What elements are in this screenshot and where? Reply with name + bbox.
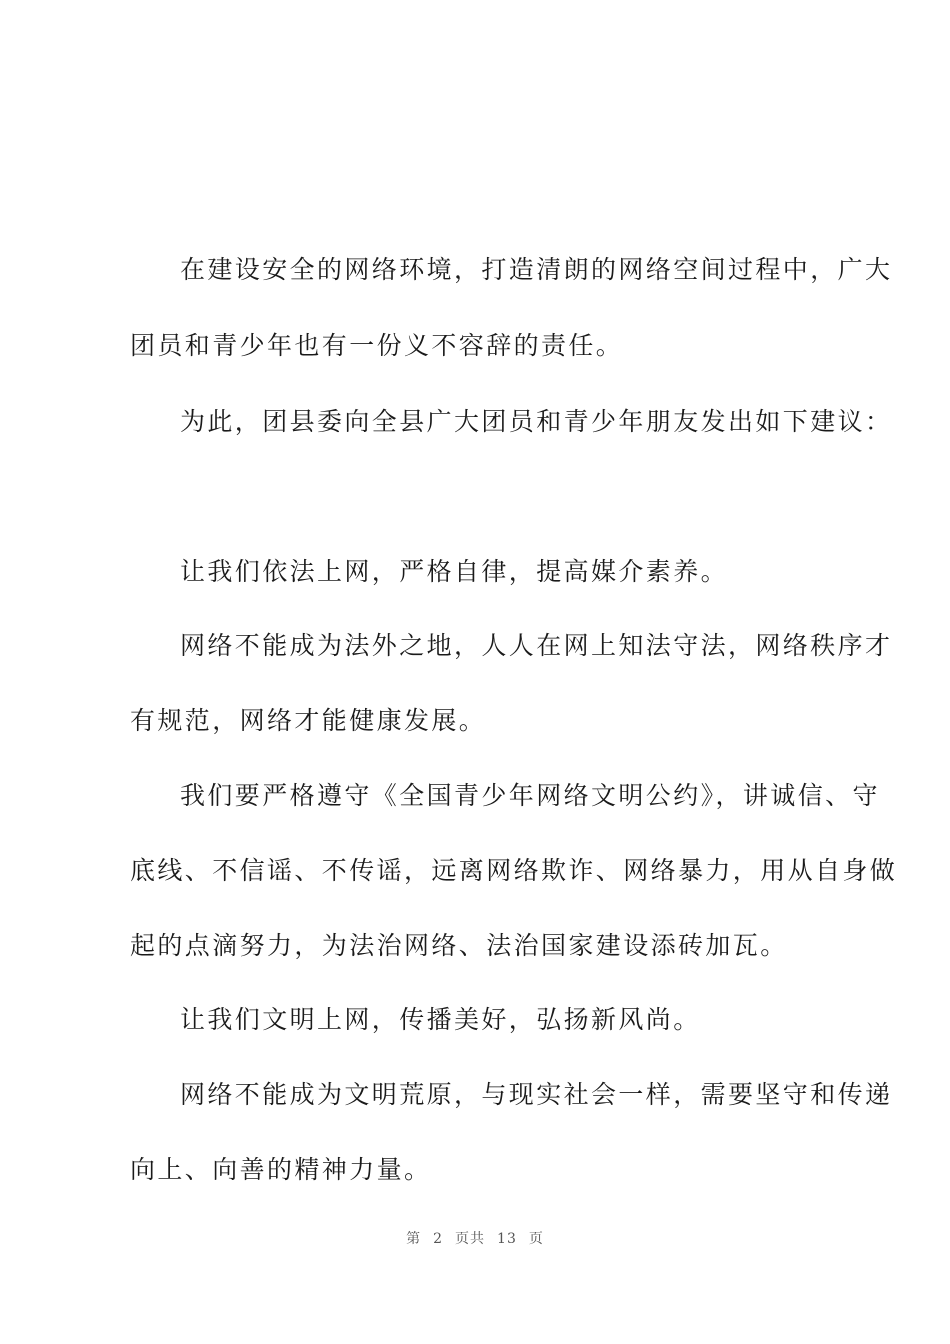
paragraph-1-line-1: 在建设安全的网络环境，打造清朗的网络空间过程中，广大 xyxy=(180,255,893,284)
paragraph-7-line-1: 网络不能成为文明荒原，与现实社会一样，需要坚守和传递 xyxy=(180,1080,893,1109)
footer-total-pages: 13 xyxy=(497,1231,517,1247)
paragraph-2-line-1: 为此，团县委向全县广大团员和青少年朋友发出如下建议： xyxy=(180,407,893,436)
paragraph-5-line-1: 我们要严格遵守《全国青少年网络文明公约》，讲诚信、守 xyxy=(180,781,880,810)
paragraph-4-line-2: 有规范，网络才能健康发展。 xyxy=(130,706,487,735)
paragraph-5-line-3: 起的点滴努力，为法治网络、法治国家建设添砖加瓦。 xyxy=(130,931,788,960)
footer-middle: 页共 xyxy=(455,1231,486,1247)
footer-suffix: 页 xyxy=(528,1231,544,1247)
paragraph-6-line-1: 让我们文明上网，传播美好，弘扬新风尚。 xyxy=(180,1005,701,1034)
footer-page-number: 2 xyxy=(433,1231,444,1247)
paragraph-5-line-2: 底线、不信谣、不传谣，远离网络欺诈、网络暴力，用从自身做 xyxy=(130,856,898,885)
paragraph-1-line-2: 团员和青少年也有一份义不容辞的责任。 xyxy=(130,331,624,360)
footer-prefix: 第 xyxy=(406,1231,422,1247)
paragraph-3-line-1: 让我们依法上网，严格自律，提高媒介素养。 xyxy=(180,557,729,586)
paragraph-4-line-1: 网络不能成为法外之地，人人在网上知法守法，网络秩序才 xyxy=(180,631,893,660)
page-footer xyxy=(0,1228,950,1248)
paragraph-7-line-2: 向上、向善的精神力量。 xyxy=(130,1155,432,1184)
